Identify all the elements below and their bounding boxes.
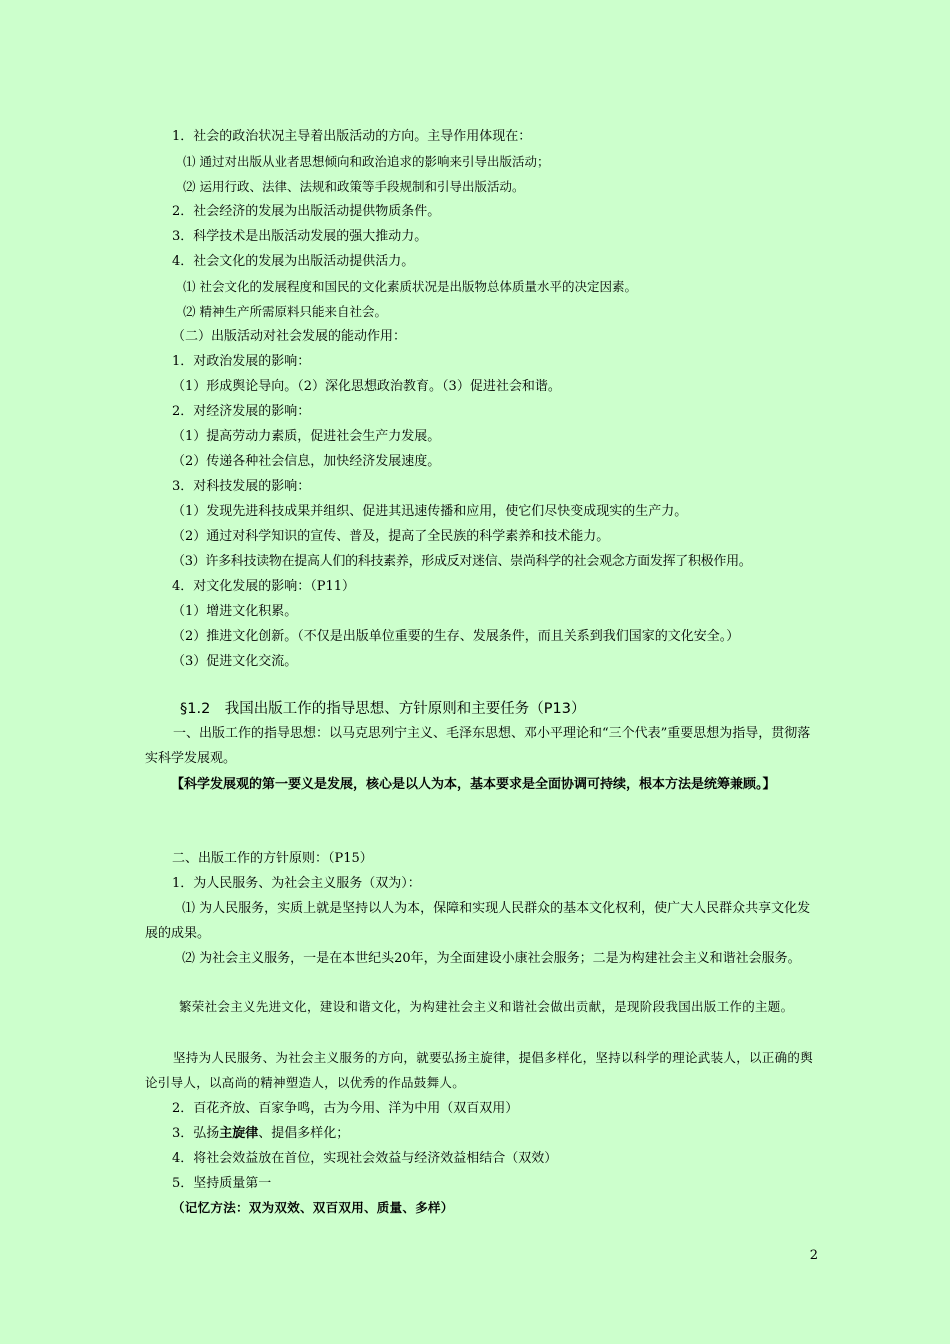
principle-3-prefix: 3．弘扬 (172, 1126, 220, 1141)
section-heading: §1.2 我国出版工作的指导思想、方针原则和主要任务（P13） (180, 701, 586, 717)
principle-1: 1．为人民服务、为社会主义服务（双为）： (172, 876, 421, 891)
paragraph-guiding: 一、出版工作的指导思想：以马克思列宁主义、毛泽东思想、邓小平理论和“三个代表”重要思想为指导，贯彻落实科学发展观。 (145, 726, 811, 766)
principle-1b: ⑵ 为社会主义服务，一是在本世纪头20年，为全面建设小康社会服务；二是为构建社会主义和谐社会服务。 (182, 951, 801, 966)
text-line: 1．对政治发展的影响： (172, 354, 311, 369)
text-line: ⑵ 运用行政、法律、法规和政策等手段规制和引导出版活动。 (183, 179, 525, 194)
principle-3 (172, 1126, 842, 1142)
principle-5: 5．坚持质量第一 (172, 1176, 272, 1191)
text-line: （3）促进文化交流。 (172, 654, 298, 669)
principle-2: 2．百花齐放、百家争鸣，古为今用、洋为中用（双百双用） (172, 1101, 519, 1116)
text-line: 3．对科技发展的影响： (172, 479, 311, 494)
principle-4: 4．将社会效益放在首位，实现社会效益与经济效益相结合（双效） (172, 1151, 558, 1166)
text-line: （1）形成舆论导向。（2）深化思想政治教育。（3）促进社会和谐。 (172, 379, 561, 394)
text-line: 3．科学技术是出版活动发展的强大推动力。 (172, 229, 428, 244)
text-line: （1）提高劳动力素质，促进社会生产力发展。 (172, 429, 441, 444)
text-line: （1）发现先进科技成果并组织、促进其迅速传播和应用，使它们尽快变成现实的生产力。 (172, 504, 688, 519)
principle-1a: ⑴ 为人民服务，实质上就是坚持以人为本，保障和实现人民群众的基本文化权利，使广大人民群众共享文化发展的成果。 (145, 901, 811, 941)
text-line: （二）出版活动对社会发展的能动作用： (172, 329, 407, 344)
text-line: （1）增进文化积累。 (172, 604, 298, 619)
paragraph-insist: 坚持为人民服务、为社会主义服务的方向，就要弘扬主旋律，提倡多样化，坚持以科学的理论武装人，以正确的舆论引导人，以高尚的精神塑造人，以优秀的作品鼓舞人。 (145, 1050, 814, 1090)
memory-tip: （记忆方法：双为双效、双百双用、质量、多样） (172, 1200, 454, 1215)
text-line: ⑵ 精神生产所需原料只能来自社会。 (183, 304, 387, 319)
text-line: 4．社会文化的发展为出版活动提供活力。 (172, 254, 415, 269)
principle-3-suffix: 、提倡多样化； (258, 1126, 350, 1141)
text-line: 2．社会经济的发展为出版活动提供物质条件。 (172, 204, 441, 219)
paragraph-science-development: 【科学发展观的第一要义是发展，核心是以人为本，基本要求是全面协调可持续，根本方法是统筹兼顾。】 (171, 777, 776, 792)
text-line: ⑴ 通过对出版从业者思想倾向和政治追求的影响来引导出版活动； (183, 154, 550, 169)
principle-3-emphasis: 主旋律 (219, 1126, 259, 1141)
page-number: 2 (809, 1248, 818, 1263)
principles-title: 二、出版工作的方针原则：（P15） (172, 851, 373, 866)
text-line: 4．对文化发展的影响：（P11） (172, 579, 356, 594)
text-line: （2）通过对科学知识的宣传、普及，提高了全民族的科学素养和技术能力。 (172, 529, 610, 544)
paragraph-theme: 繁荣社会主义先进文化，建设和谐文化，为构建社会主义和谐社会做出贡献，是现阶段我国出版工作的主题。 (179, 999, 794, 1014)
text-line: 1．社会的政治状况主导着出版活动的方向。主导作用体现在： (172, 129, 532, 144)
text-line: 2．对经济发展的影响： (172, 404, 311, 419)
text-line: （3）许多科技读物在提高人们的科技素养，形成反对迷信、崇尚科学的社会观念方面发挥了积极作用。 (172, 554, 752, 569)
text-line: （2）推进文化创新。（不仅是出版单位重要的生存、发展条件，而且关系到我们国家的文化安全。） (172, 629, 740, 644)
text-line: （2）传递各种社会信息，加快经济发展速度。 (172, 454, 441, 469)
text-line: ⑴ 社会文化的发展程度和国民的文化素质状况是出版物总体质量水平的决定因素。 (183, 279, 637, 294)
